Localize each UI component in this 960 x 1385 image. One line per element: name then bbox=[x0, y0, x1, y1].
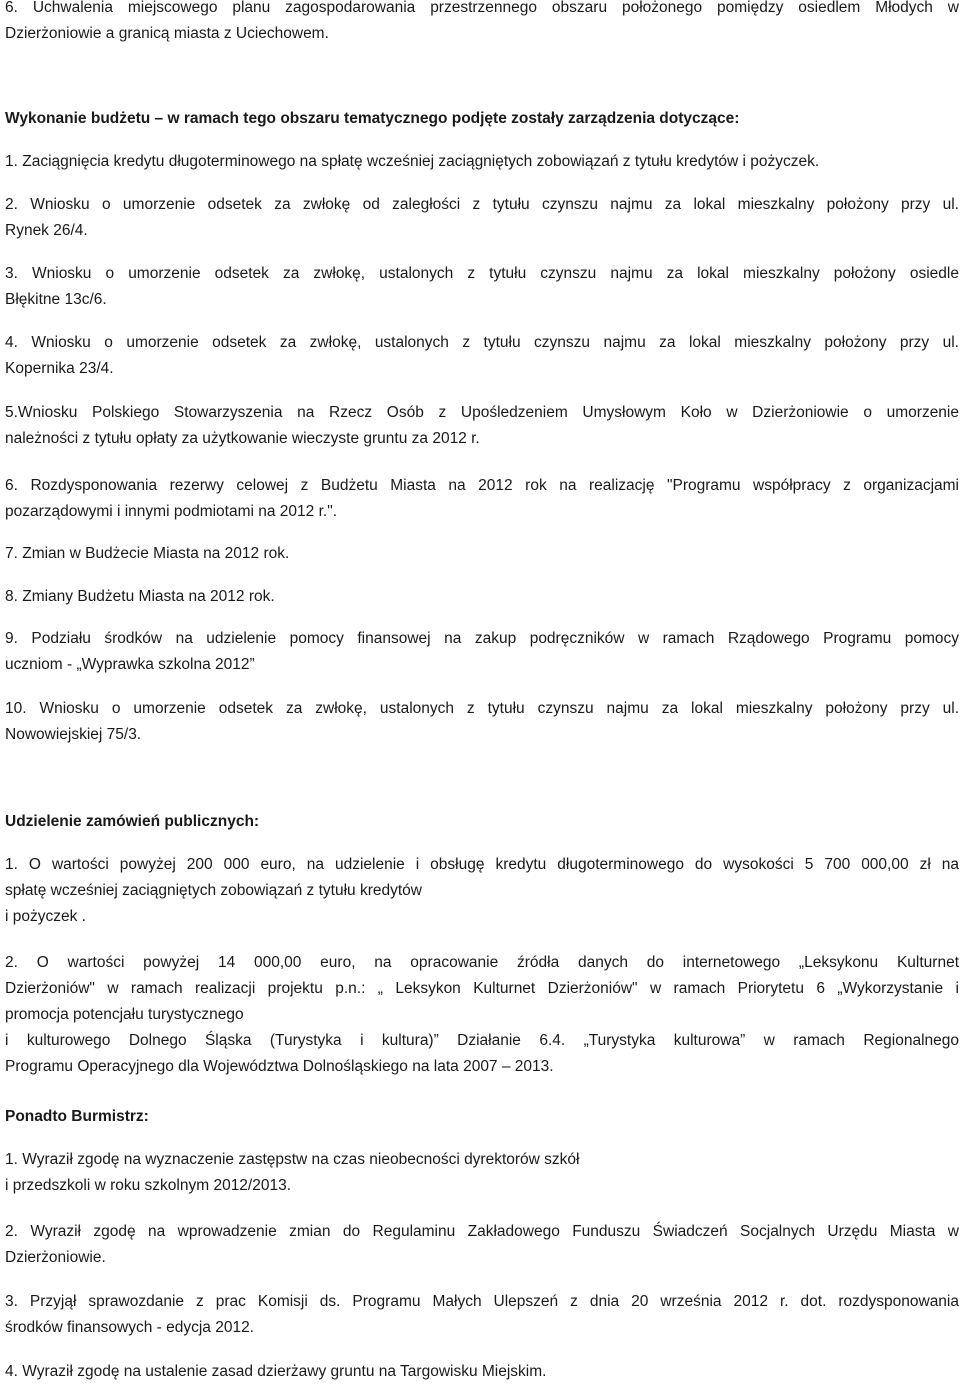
paragraph-line: pozarządowymi i innymi podmiotami na 2012 r.". bbox=[5, 503, 338, 520]
paragraph-line: 2. Wniosku o umorzenie odsetek za zwłokę od zaległości z tytułu czynszu najmu za lokal mieszkalny położony przy ul. bbox=[5, 196, 959, 213]
budget-item-4 bbox=[5, 330, 959, 382]
mayor-item-3 bbox=[5, 1289, 959, 1341]
budget-item-7 bbox=[5, 541, 959, 567]
mayor-heading: Ponadto Burmistrz: bbox=[5, 1108, 149, 1125]
mayor-item-2 bbox=[5, 1219, 959, 1271]
paragraph-line: Dzierżoniów" w ramach realizacji projektu p.n.: „ Leksykon Kulturnet Dzierżoniów" w ramach Priorytetu 6 „Wykorzystanie i bbox=[5, 980, 959, 997]
procurement-item-2 bbox=[5, 950, 959, 1080]
paragraph-line: 2. Wyraził zgodę na wprowadzenie zmian do Regulaminu Zakładowego Funduszu Świadczeń Socjalnych Urzędu Miasta w bbox=[5, 1223, 959, 1240]
paragraph-line: 5.Wniosku Polskiego Stowarzyszenia na Rzecz Osób z Upośledzeniem Umysłowym Koło w Dzierżoniowie o umorzenie bbox=[5, 404, 959, 421]
procurement-item-1 bbox=[5, 852, 959, 930]
paragraph-line: 3. Wniosku o umorzenie odsetek za zwłokę, ustalonych z tytułu czynszu najmu za lokal mieszkalny położony osiedle bbox=[5, 265, 959, 282]
paragraph-line: 7. Zmian w Budżecie Miasta na 2012 rok. bbox=[5, 545, 290, 562]
paragraph-line: 1. O wartości powyżej 200 000 euro, na udzielenie i obsługę kredytu długoterminowego do wysokości 5 700 000,00 zł na bbox=[5, 856, 959, 873]
paragraph-line: 1. Wyraził zgodę na wyznaczenie zastępstw na czas nieobecności dyrektorów szkół bbox=[5, 1151, 580, 1168]
paragraph-line: 2. O wartości powyżej 14 000,00 euro, na opracowanie źródła danych do internetowego „Leksykonu Kulturnet bbox=[5, 954, 959, 971]
paragraph-line: 10. Wniosku o umorzenie odsetek za zwłokę, ustalonych z tytułu czynszu najmu za lokal mieszkalny położony przy ul. bbox=[5, 700, 959, 717]
paragraph-line: środków finansowych - edycja 2012. bbox=[5, 1319, 254, 1336]
paragraph-line: 6. Uchwalenia miejscowego planu zagospodarowania przestrzennego obszaru położonego pomiędzy osiedlem Młodych w bbox=[5, 0, 959, 16]
budget-item-5 bbox=[5, 400, 959, 452]
budget-item-10 bbox=[5, 696, 959, 748]
paragraph-line: 6. Rozdysponowania rezerwy celowej z Budżetu Miasta na 2012 rok na realizację "Programu współpracy z organizacjami bbox=[5, 477, 959, 494]
mayor-item-4 bbox=[5, 1359, 959, 1385]
paragraph-line: Dzierżoniowie a granicą miasta z Uciechowem. bbox=[5, 25, 329, 42]
mayor-item-1 bbox=[5, 1147, 959, 1199]
paragraph-line: promocja potencjału turystycznego bbox=[5, 1006, 244, 1023]
budget-heading: Wykonanie budżetu – w ramach tego obszaru tematycznego podjęte zostały zarządzenia dotyczące: bbox=[5, 110, 740, 127]
budget-item-8 bbox=[5, 584, 959, 610]
paragraph-line: i pożyczek . bbox=[5, 908, 86, 925]
paragraph-line: Rynek 26/4. bbox=[5, 222, 88, 239]
paragraph-line: 4. Wyraził zgodę na ustalenie zasad dzierżawy gruntu na Targowisku Miejskim. bbox=[5, 1363, 547, 1380]
paragraph-line: 4. Wniosku o umorzenie odsetek za zwłokę, ustalonych z tytułu czynszu najmu za lokal mieszkalny położony przy ul. bbox=[5, 334, 959, 351]
budget-item-1 bbox=[5, 149, 959, 175]
paragraph-line: 8. Zmiany Budżetu Miasta na 2012 rok. bbox=[5, 588, 275, 605]
paragraph-line: i przedszkoli w roku szkolnym 2012/2013. bbox=[5, 1177, 292, 1194]
budget-item-3 bbox=[5, 261, 959, 313]
paragraph-line: Błękitne 13c/6. bbox=[5, 291, 107, 308]
paragraph-line: Kopernika 23/4. bbox=[5, 360, 114, 377]
paragraph-line: Nowowiejskiej 75/3. bbox=[5, 726, 142, 743]
paragraph-line: 3. Przyjął sprawozdanie z prac Komisji ds. Programu Małych Ulepszeń z dnia 20 września 2012 r. dot. rozdysponowania bbox=[5, 1293, 959, 1310]
paragraph-line: i kulturowego Dolnego Śląska (Turystyka i kultura)” Działanie 6.4. „Turystyka kulturowa” w ramach Regionalnego bbox=[5, 1032, 959, 1049]
budget-item-6 bbox=[5, 473, 959, 525]
paragraph-line: Programu Operacyjnego dla Województwa Dolnośląskiego na lata 2007 – 2013. bbox=[5, 1058, 554, 1075]
paragraph-line: spłatę wcześniej zaciągniętych zobowiązań z tytułu kredytów bbox=[5, 882, 422, 899]
budget-item-9 bbox=[5, 626, 959, 678]
paragraph-line: Dzierżoniowie. bbox=[5, 1249, 106, 1266]
procurement-heading: Udzielenie zamówień publicznych: bbox=[5, 813, 260, 830]
paragraph-line: 1. Zaciągnięcia kredytu długoterminowego na spłatę wcześniej zaciągniętych zobowiązań z tytułu kredytów i pożyczek. bbox=[5, 153, 820, 170]
paragraph-line: 9. Podziału środków na udzielenie pomocy finansowej na zakup podręczników w ramach Rządowego Programu pomocy bbox=[5, 630, 959, 647]
paragraph-line: uczniom - „Wyprawka szkolna 2012” bbox=[5, 656, 255, 673]
budget-item-2 bbox=[5, 192, 959, 244]
intro-paragraph bbox=[5, 0, 959, 47]
paragraph-line: należności z tytułu opłaty za użytkowanie wieczyste gruntu za 2012 r. bbox=[5, 430, 480, 447]
